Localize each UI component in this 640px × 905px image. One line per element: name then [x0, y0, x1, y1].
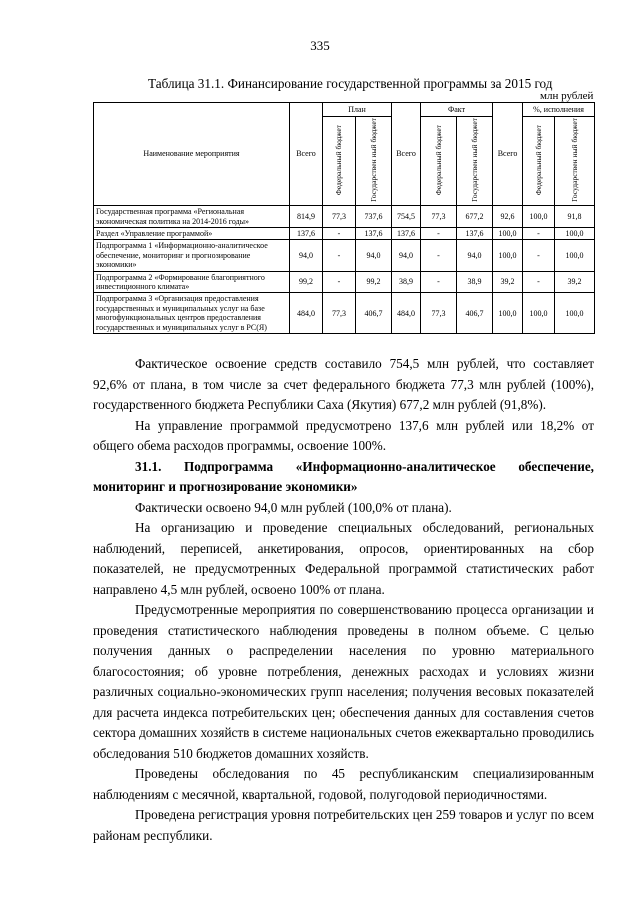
section-heading-line2: мониторинг и прогнозирование экономики»	[93, 479, 358, 494]
row-value: -	[323, 271, 356, 293]
row-value: 406,7	[457, 293, 493, 334]
header-percent-federal: Федеральный бюджет	[533, 124, 543, 195]
row-name: Подпрограмма 2 «Формирование благоприятного инвестиционного климата»	[94, 271, 290, 293]
row-value: 137,6	[356, 228, 392, 240]
row-value: 77,3	[323, 206, 356, 228]
financing-table	[93, 102, 595, 334]
row-value: 737,6	[356, 206, 392, 228]
section-word: «Информационно-аналитическое	[295, 458, 496, 474]
table-row	[94, 293, 595, 334]
row-name: Подпрограмма 3 «Организация предоставления государственных и муниципальных услуг на базе многофункциональных центров предоставления государственных и муниципальных услуг в РС(Я)	[94, 293, 290, 334]
row-value: 484,0	[392, 293, 421, 334]
row-value: 91,8	[555, 206, 595, 228]
paragraph: Предусмотренные мероприятия по совершенствованию процесса организации и проведения статистического наблюдения проведены в полном объеме. С целью получения данных о распределении населения по уровню материального благосостояния; об уровне потребления, денежных расходах и условиях жизни различных социально-экономических групп населения; получения весовых показателей для расчета индекса потребительских цен; обеспечения данных для составления счетов сектора домашних хозяйств в системе национальных счетов ежеквартально проводились обследования 510 бюджетов домашних хозяйств.	[93, 602, 594, 761]
row-value: 100,0	[493, 228, 523, 240]
row-value: 39,2	[555, 271, 595, 293]
section-word: Подпрограмма	[184, 458, 274, 474]
row-value: -	[323, 240, 356, 271]
header-plan: План	[323, 103, 392, 117]
row-value: -	[421, 228, 457, 240]
row-value: -	[523, 228, 555, 240]
row-value: 77,3	[421, 206, 457, 228]
row-value: -	[421, 271, 457, 293]
paragraph: На организацию и проведение специальных обследований, региональных наблюдений, переписей, анкетирования, опросов, ориентированных на сбор показателей, не предусмотренных Федеральной программой статистических работ направлено 4,5 млн рублей, освоено 100% от плана.	[93, 520, 594, 597]
row-value: 677,2	[457, 206, 493, 228]
row-value: 99,2	[290, 271, 323, 293]
row-value: 100,0	[555, 293, 595, 334]
header-name: Наименование мероприятия	[94, 103, 290, 206]
paragraph: Фактически освоено 94,0 млн рублей (100,0% от плана).	[135, 499, 452, 515]
row-value: 100,0	[523, 293, 555, 334]
row-value: 94,0	[457, 240, 493, 271]
page-number: 335	[310, 38, 330, 53]
header-plan-total: Всего	[290, 103, 323, 206]
row-value: 77,3	[323, 293, 356, 334]
table-units: млн рублей	[540, 90, 594, 102]
row-value: -	[421, 240, 457, 271]
row-value: 77,3	[421, 293, 457, 334]
section-word: обеспечение,	[518, 458, 594, 474]
row-value: 39,2	[493, 271, 523, 293]
row-value: 484,0	[290, 293, 323, 334]
row-value: 38,9	[392, 271, 421, 293]
row-name: Подпрограмма 1 «Информационно-аналитическое обеспечение, мониторинг и прогнозирование экономики»	[94, 240, 290, 271]
row-value: 137,6	[392, 228, 421, 240]
row-value: 137,6	[457, 228, 493, 240]
header-percent-total: Всего	[493, 103, 523, 206]
row-value: 100,0	[493, 240, 523, 271]
header-plan-federal: Федеральный бюджет	[334, 124, 343, 195]
paragraph: Проведена регистрация уровня потребительских цен 259 товаров и услуг по всем районам республики.	[93, 807, 594, 843]
body-text	[93, 354, 594, 846]
table-row	[94, 271, 595, 293]
row-value: -	[323, 228, 356, 240]
row-name: Раздел «Управление программой»	[94, 228, 290, 240]
row-value: 137,6	[290, 228, 323, 240]
paragraph: Проведены обследования по 45 республиканским специализированным наблюдениям с месячной, квартальной, годовой, полугодовой периодичностями.	[93, 766, 594, 802]
row-value: 38,9	[457, 271, 493, 293]
row-value: 100,0	[555, 240, 595, 271]
row-value: 92,6	[493, 206, 523, 228]
row-name: Государственная программа «Региональная экономическая политика на 2014-2016 годы»	[94, 206, 290, 228]
header-fact-federal: Федеральный бюджет	[433, 124, 443, 195]
paragraph: Фактическое освоение средств составило 754,5 млн рублей, что составляет 92,6% от плана, в том числе за счет федерального бюджета 77,3 млн рублей (100%), государственного бюджета Республики Саха (Якутия) 677,2 млн рублей (91,8%).	[93, 356, 594, 412]
row-value: 100,0	[555, 228, 595, 240]
header-fact-total: Всего	[392, 103, 421, 206]
row-value: 94,0	[392, 240, 421, 271]
section-number: 31.1.	[135, 458, 162, 474]
paragraph: На управление программой предусмотрено 137,6 млн рублей или 18,2% от общего обема расходов программы, освоение 100%.	[93, 417, 594, 453]
header-percent: %, исполнения	[523, 103, 595, 117]
row-value: 814,9	[290, 206, 323, 228]
header-fact: Факт	[421, 103, 493, 117]
header-fact-state: Государствен ный бюджет	[469, 118, 479, 202]
row-value: 99,2	[356, 271, 392, 293]
section-heading	[93, 457, 594, 478]
row-value: 754,5	[392, 206, 421, 228]
row-value: -	[523, 240, 555, 271]
row-value: 94,0	[356, 240, 392, 271]
row-value: 100,0	[493, 293, 523, 334]
row-value: -	[523, 271, 555, 293]
table-row	[94, 228, 595, 240]
table-row	[94, 206, 595, 228]
row-value: 94,0	[290, 240, 323, 271]
table-title: Таблица 31.1. Финансирование государственной программы за 2015 год	[148, 76, 553, 91]
row-value: 406,7	[356, 293, 392, 334]
row-value: 100,0	[523, 206, 555, 228]
header-plan-state: Государствен ный бюджет	[368, 118, 378, 202]
header-percent-state: Государствен ный бюджет	[569, 118, 579, 202]
table-row	[94, 240, 595, 271]
